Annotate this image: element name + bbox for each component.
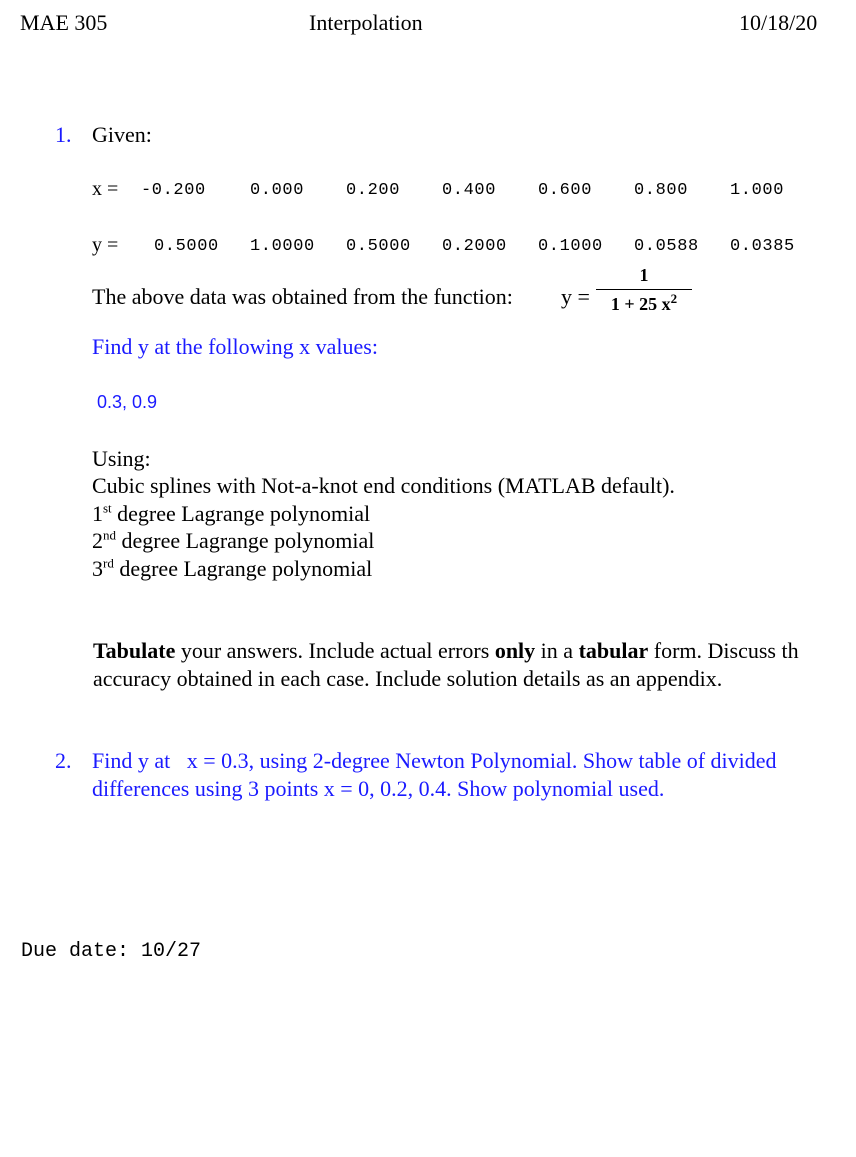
y-value: 0.2000 <box>442 237 507 256</box>
x-value: 0.600 <box>538 181 593 200</box>
y-label: y = <box>92 234 119 256</box>
function-denominator-base: 1 + 25 x <box>610 294 671 314</box>
method-item: 2nd degree Lagrange polynomial <box>92 527 375 553</box>
problem1-number: 1. <box>55 122 72 147</box>
y-value: 0.5000 <box>154 237 219 256</box>
y-value: 1.0000 <box>250 237 315 256</box>
instructions-line1: Tabulate your answers. Include actual errors only in a tabular form. Discuss th <box>93 638 799 663</box>
x-value: 0.400 <box>442 181 497 200</box>
find-values: 0.3, 0.9 <box>97 392 158 412</box>
problem2-number: 2. <box>55 748 72 773</box>
function-numerator: 1 <box>639 265 649 285</box>
function-fraction <box>596 263 692 315</box>
fraction-bar <box>596 289 692 290</box>
function-exponent: 2 <box>670 291 678 306</box>
problem2-line2: differences using 3 points x = 0, 0.2, 0.4. Show polynomial used. <box>92 776 665 801</box>
due-date: Due date: 10/27 <box>21 940 202 963</box>
course-code: MAE 305 <box>20 10 108 35</box>
x-value: 0.000 <box>250 181 305 200</box>
function-denominator <box>596 293 692 315</box>
method-item: 1st degree Lagrange polynomial <box>92 500 371 526</box>
x-label: x = <box>92 178 119 200</box>
function-description: The above data was obtained from the function: <box>92 284 513 309</box>
instructions-line2: accuracy obtained in each case. Include solution details as an appendix. <box>93 666 723 691</box>
header-date: 10/18/20 <box>739 10 818 35</box>
y-value: 0.0385 <box>730 237 795 256</box>
x-value: -0.200 <box>141 181 206 200</box>
find-instruction: Find y at the following x values: <box>92 334 378 359</box>
given-label: Given: <box>92 122 152 147</box>
using-label: Using: <box>92 446 151 471</box>
x-value: 0.200 <box>346 181 401 200</box>
y-value: 0.0588 <box>634 237 699 256</box>
y-value: 0.5000 <box>346 237 411 256</box>
y-value: 0.1000 <box>538 237 603 256</box>
x-value: 0.800 <box>634 181 689 200</box>
problem2-line1: Find y at x = 0.3, using 2-degree Newton Polynomial. Show table of divided <box>92 748 777 773</box>
method-item: Cubic splines with Not-a-knot end conditions (MATLAB default). <box>92 473 675 498</box>
topic-title: Interpolation <box>309 10 423 35</box>
method-item: 3rd degree Lagrange polynomial <box>92 555 373 581</box>
function-lhs: y = <box>561 284 590 309</box>
x-value: 1.000 <box>730 181 785 200</box>
